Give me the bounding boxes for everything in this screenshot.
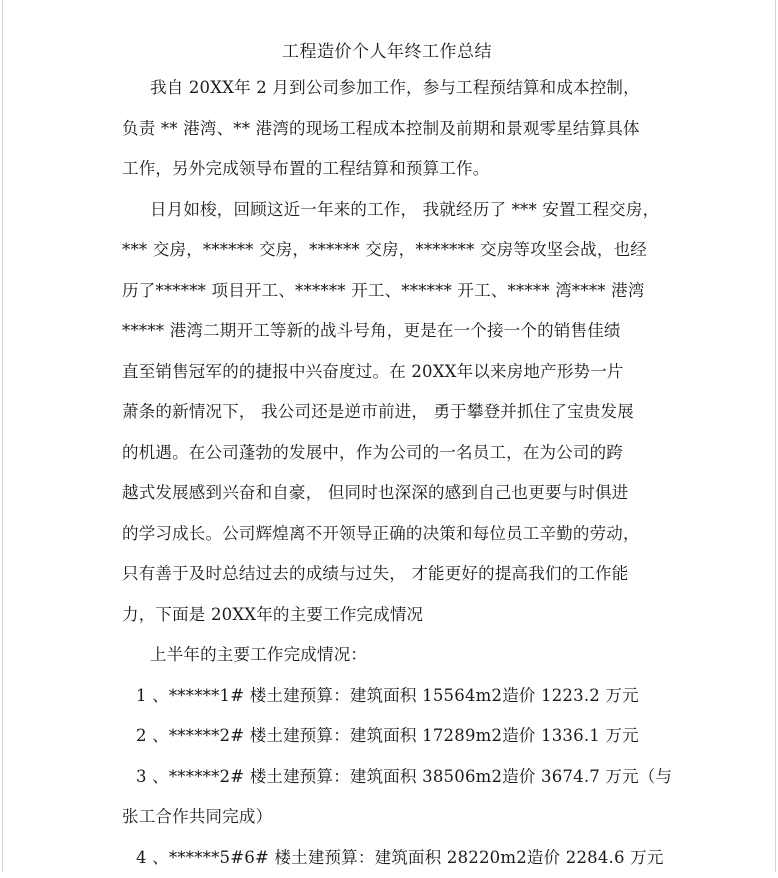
document-title: 工程造价个人年终工作总结 xyxy=(112,36,662,68)
paragraph-line: 的学习成长。公司辉煌离不开领导正确的决策和每位员工辛勤的劳动， xyxy=(122,514,662,555)
paragraph-line: ***** 港湾二期开工等新的战斗号角，更是在一个接一个的销售佳绩 xyxy=(122,311,662,352)
page-border-left xyxy=(2,0,3,872)
paragraph-line: 负责 ** 港湾、** 港湾的现场工程成本控制及前期和景观零星结算具体 xyxy=(122,109,662,150)
paragraph-line: 工作，另外完成领导布置的工程结算和预算工作。 xyxy=(122,149,662,190)
paragraph-line: 萧条的新情况下， 我公司还是逆市前进， 勇于攀登并抓住了宝贵发展 xyxy=(122,392,662,433)
document-body xyxy=(122,36,662,878)
list-item: 1 、******1# 楼土建预算：建筑面积 15564m2造价 1223.2 万元 xyxy=(122,676,662,717)
paragraph-line: 直至销售冠军的的捷报中兴奋度过。在 20XX年以来房地产形势一片 xyxy=(122,352,662,393)
paragraph-line: 只有善于及时总结过去的成绩与过失， 才能更好的提高我们的工作能 xyxy=(122,554,662,595)
page-border-right xyxy=(775,0,776,872)
section-heading: 上半年的主要工作完成情况： xyxy=(122,635,662,676)
paragraph-line: 历了****** 项目开工、****** 开工、****** 开工、***** 湾**** 港湾 xyxy=(122,271,662,312)
list-item: 4 、******5#6# 楼土建预算：建筑面积 28220m2造价 2284.6 万元 xyxy=(122,838,662,878)
paragraph-line: 的机遇。在公司蓬勃的发展中，作为公司的一名员工，在为公司的跨 xyxy=(122,433,662,474)
paragraph-line: *** 交房，****** 交房，****** 交房，******* 交房等攻坚会战，也经 xyxy=(122,230,662,271)
paragraph-line: 我自 20XX年 2 月到公司参加工作，参与工程预结算和成本控制， xyxy=(122,68,662,109)
list-item-continuation: 张工合作共同完成） xyxy=(122,797,662,838)
paragraph-line: 越式发展感到兴奋和自豪， 但同时也深深的感到自己也更要与时俱进 xyxy=(122,473,662,514)
paragraph-line: 力，下面是 20XX年的主要工作完成情况 xyxy=(122,595,662,636)
list-item: 3 、******2# 楼土建预算：建筑面积 38506m2造价 3674.7 万元（与 xyxy=(122,757,662,798)
paragraph-line: 日月如梭，回顾这近一年来的工作， 我就经历了 *** 安置工程交房， xyxy=(122,190,662,231)
list-item: 2 、******2# 楼土建预算：建筑面积 17289m2造价 1336.1 万元 xyxy=(122,716,662,757)
